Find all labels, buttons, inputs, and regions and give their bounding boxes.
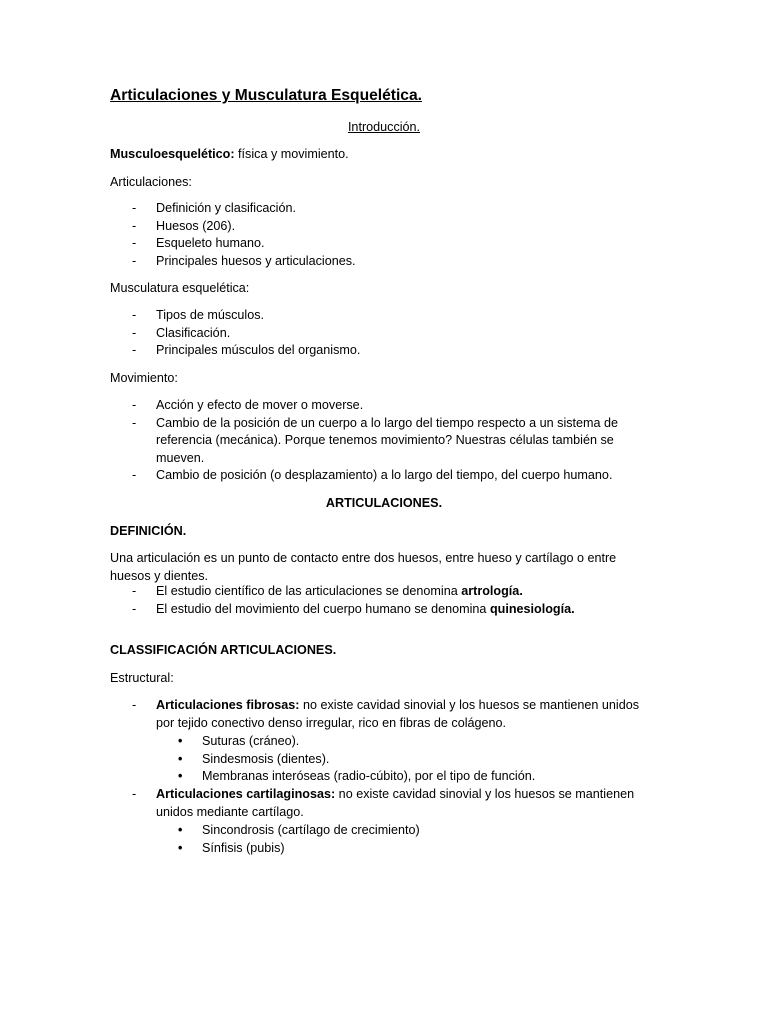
list-item: - Esqueleto humano. xyxy=(110,235,658,253)
articulaciones-list xyxy=(110,200,658,270)
estructural-list xyxy=(110,697,658,857)
musculatura-label: Musculatura esquelética: xyxy=(110,281,250,295)
musculoesqueletico-line xyxy=(110,146,658,164)
cartilaginosas-sublist xyxy=(156,822,658,857)
list-item: - Principales huesos y articulaciones. xyxy=(110,253,658,271)
cartilaginosas-label: Articulaciones cartilaginosas: xyxy=(156,786,336,801)
list-item: - Huesos (206). xyxy=(110,218,658,236)
definicion-list xyxy=(110,583,658,618)
movimiento-label: Movimiento: xyxy=(110,371,178,385)
list-item-text: El estudio del movimiento del cuerpo humano se denomina xyxy=(156,601,490,616)
list-item xyxy=(110,601,658,619)
estructural-label: Estructural: xyxy=(110,671,174,685)
intro-heading xyxy=(110,119,658,137)
list-item-fibrosas xyxy=(110,697,658,786)
articulaciones-label: Articulaciones: xyxy=(110,175,192,189)
cartilaginosas-text: no existe cavidad sinovial y los huesos se mantienen unidos mediante cartílago. xyxy=(156,786,635,819)
section-heading-articulaciones: ARTICULACIONES. xyxy=(325,496,443,510)
document-title: Articulaciones y Musculatura Esquelética. xyxy=(110,87,422,104)
sublist-item: • Membranas interóseas (radio-cúbito), por el tipo de función. xyxy=(156,768,658,786)
definicion-paragraph: Una articulación es un punto de contacto entre dos huesos, entre hueso y cartílago o entre huesos y dientes. xyxy=(110,551,617,583)
list-item: - Cambio de posición (o desplazamiento) a lo largo del tiempo, del cuerpo humano. xyxy=(110,467,658,485)
list-item-cartilaginosas xyxy=(110,786,658,857)
musculatura-list xyxy=(110,307,658,360)
musculoesqueletico-text: física y movimiento. xyxy=(234,147,349,161)
musculoesqueletico-label: Musculoesquelético: xyxy=(110,147,235,161)
list-item xyxy=(110,583,658,601)
sublist-item: • Sincondrosis (cartílago de crecimiento) xyxy=(156,822,658,840)
list-item: - Clasificación. xyxy=(110,325,658,343)
intro-heading-text: Introducción. xyxy=(347,120,421,134)
list-item: - Acción y efecto de mover o moverse. xyxy=(110,397,658,415)
list-item: - Cambio de la posición de un cuerpo a lo largo del tiempo respecto a un sistema de referencia (mecánica). Porque tenemos movimiento? Nuestras células también se mueven. xyxy=(110,415,658,468)
list-item: - Principales músculos del organismo. xyxy=(110,342,658,360)
fibrosas-label: Articulaciones fibrosas: xyxy=(156,698,300,712)
sublist-item: • Sindesmosis (dientes). xyxy=(156,751,658,769)
list-item: - Definición y clasificación. xyxy=(110,200,658,218)
list-item: - Tipos de músculos. xyxy=(110,307,658,325)
fibrosas-sublist xyxy=(156,733,658,786)
sublist-item: • Suturas (cráneo). xyxy=(156,733,658,751)
sublist-item: • Sínfisis (pubis) xyxy=(156,840,658,858)
movimiento-list xyxy=(110,397,658,485)
definicion-heading: DEFINICIÓN. xyxy=(110,524,187,538)
clasificacion-heading: CLASSIFICACIÓN ARTICULACIONES. xyxy=(110,643,337,657)
term-artrologia: artrología. xyxy=(461,584,523,598)
list-item-text: El estudio científico de las articulaciones se denomina xyxy=(156,584,462,598)
fibrosas-text: no existe cavidad sinovial y los huesos se mantienen unidos por tejido conectivo denso irregular, rico en fibras de colágeno. xyxy=(156,698,640,730)
term-quinesiologia: quinesiología. xyxy=(489,601,575,616)
